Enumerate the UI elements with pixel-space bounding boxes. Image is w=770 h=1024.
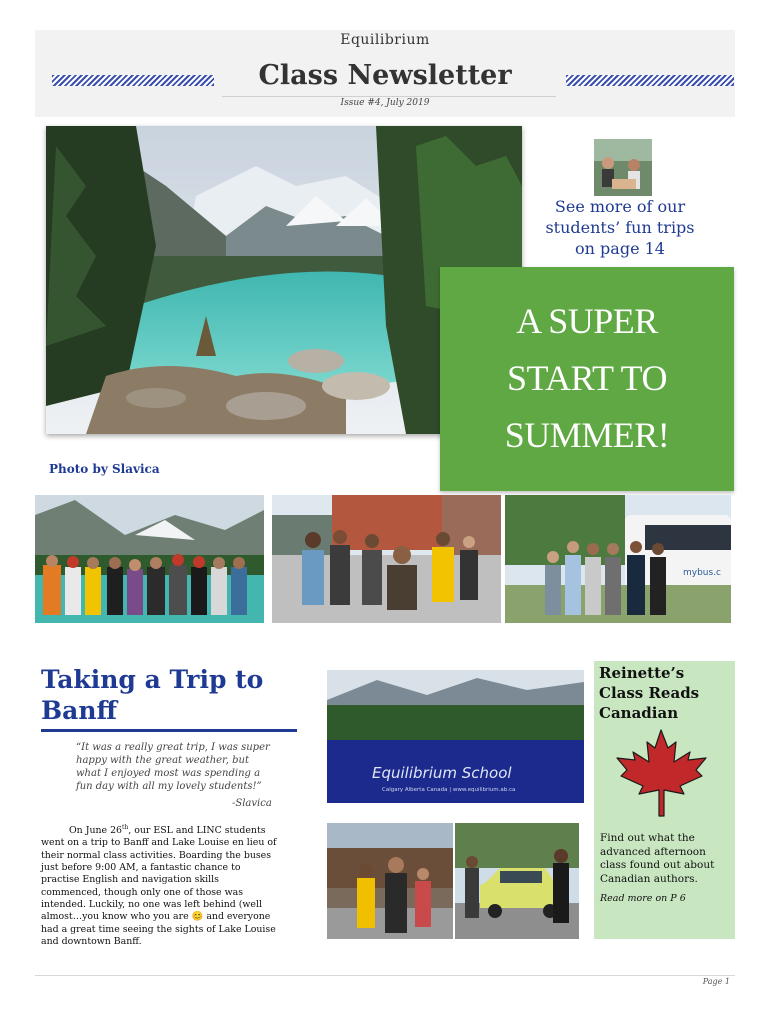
group-photo-bus [505,495,731,623]
article-heading-line: Taking a Trip to [41,665,264,694]
quote-attribution: -Slavica [232,798,272,809]
see-more-line: students’ fun trips [545,218,695,237]
page-number: Page 1 [702,977,730,986]
see-more-line: See more of our [554,197,686,216]
article-body [41,822,281,948]
headline-line: START TO [506,358,667,398]
school-banner-photo [327,670,584,803]
body-text: On June 26 [69,825,122,837]
maple-leaf-icon [610,726,713,822]
group-photo-street [272,495,501,623]
article-heading [41,664,301,726]
sidebar-title-line: Canadian [599,704,679,722]
sidebar-body: Find out what the advanced afternoon class found out about Canadian authors. [600,832,715,885]
newsletter-title: Class Newsletter [258,60,512,91]
article-heading-line: Banff [41,696,118,725]
headline-line: SUMMER! [504,415,670,455]
ordinal-suffix: th [122,824,129,831]
group-photo-lake [35,495,264,623]
title-divider [222,96,556,97]
bus-text: mybus.c [683,568,722,578]
decorative-hatch-left [52,75,214,86]
org-name: Equilibrium [340,32,430,48]
banner-subtext: Calgary Alberta Canada | www.equilibrium.ab.ca [382,787,516,793]
body-text: and everyone had a great time seeing the sights of Lake Louise and downtown Banff. [41,911,276,947]
smiley-icon: 😊 [191,911,204,923]
photo-caption: Photo by Slavica [49,462,160,476]
headline-box [440,267,734,491]
sidebar-title [599,663,734,723]
footer-divider [35,975,735,976]
banner-text: Equilibrium School [372,764,512,782]
street-photo [327,823,453,939]
students-thumbnail-photo [594,139,652,196]
see-more-line: on page 14 [575,239,665,258]
article-heading-rule [41,729,297,732]
sidebar-title-line: Class Reads [599,684,700,702]
read-more-link[interactable]: Read more on P 6 [600,893,686,904]
issue-line: Issue #4, July 2019 [340,98,430,108]
pull-quote: “It was a really great trip, I was super happy with the great weather, but what I enjoyed most was spending a fun day with all my lovely students!” [76,742,270,792]
see-more-link[interactable] [530,196,710,259]
body-text: , our ESL and LINC students went on a trip to Banff and Lake Louise en lieu of their normal class activities. Boarding the buses just before 9:00 AM, a fantastic chance to practise English and navigation skills commenced, though only one of those was intended. Luckily, no one was left behind (well almost…you know who you are [41,825,277,923]
decorative-hatch-right [566,75,734,86]
vintage-car-photo [455,823,579,939]
headline-line: A SUPER [516,301,658,341]
sidebar-title-line: Reinette’s [599,664,685,682]
